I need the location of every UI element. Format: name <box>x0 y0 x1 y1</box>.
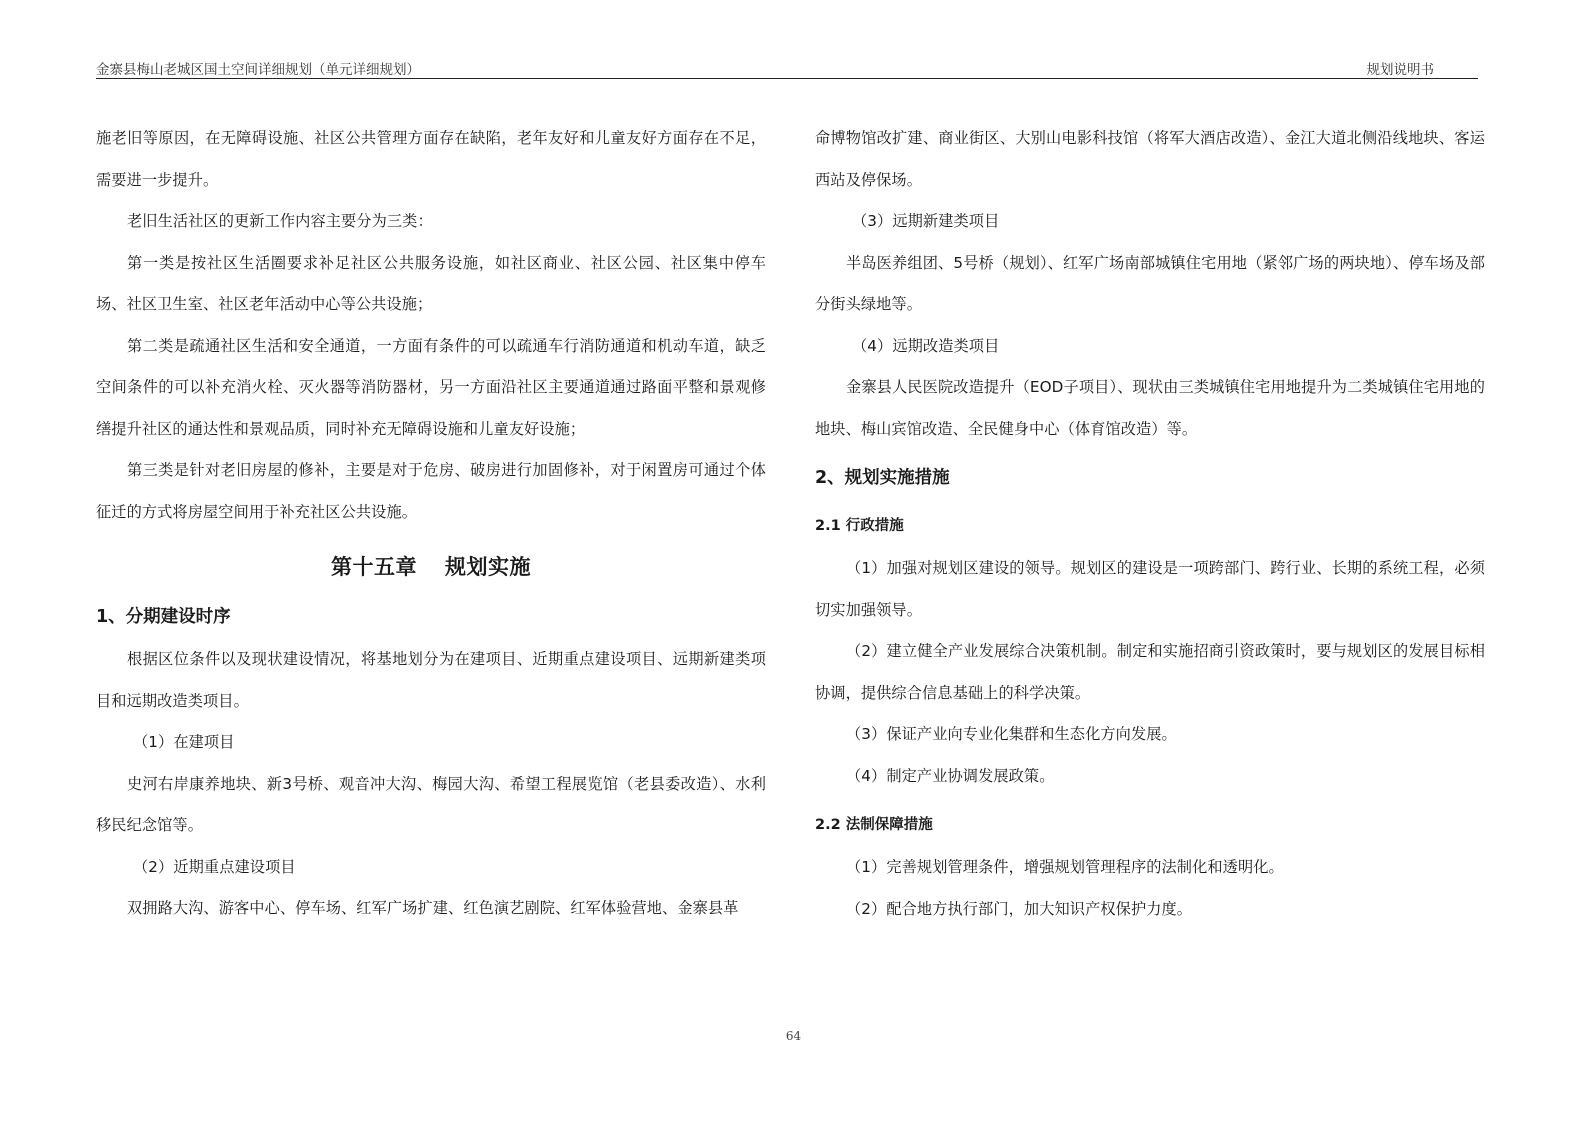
document-type: 规划说明书 <box>1366 62 1434 78</box>
paragraph: 半岛医养组团、5号桥（规划）、红军广场南部城镇住宅用地（紧邻广场的两块地）、停车场及部分街头绿地等。 <box>815 253 1485 313</box>
left-column <box>96 118 766 930</box>
paragraph: 施老旧等原因，在无障碍设施、社区公共管理方面存在缺陷，老年友好和儿童友好方面存在不足，需要进一步提升。 <box>96 129 766 189</box>
list-item-heading: （1）在建项目 <box>133 733 235 751</box>
paragraph: 老旧生活社区的更新工作内容主要分为三类： <box>127 212 433 230</box>
paragraph: 第三类是针对老旧房屋的修补，主要是对于危房、破房进行加固修补，对于闲置房可通过个体征迁的方式将房屋空间用于补充社区公共设施。 <box>96 461 766 521</box>
paragraph: 命博物馆改扩建、商业街区、大别山电影科技馆（将军大酒店改造）、金江大道北侧沿线地块、客运西站及停保场。 <box>815 129 1485 189</box>
paragraph: （4）制定产业协调发展政策。 <box>846 766 1055 785</box>
paragraph: （1）加强对规划区建设的领导。规划区的建设是一项跨部门、跨行业、长期的系统工程，必须切实加强领导。 <box>815 559 1485 619</box>
list-item-heading: （2）近期重点建设项目 <box>133 857 296 876</box>
list-item-heading: （3）远期新建类项目 <box>852 212 1000 230</box>
chapter-number: 第十五章 <box>331 555 417 579</box>
section-heading: 2、规划实施措施 <box>815 468 950 488</box>
paragraph: 第一类是按社区生活圈要求补足社区公共服务设施，如社区商业、社区公园、社区集中停车场、社区卫生室、社区老年活动中心等公共设施； <box>96 253 766 313</box>
page-header <box>96 56 1478 79</box>
paragraph: 第二类是疏通社区生活和安全通道，一方面有条件的可以疏通车行消防通道和机动车道，缺乏空间条件的可以补充消火栓、灭火器等消防器材，另一方面沿社区主要通道通过路面平整和景观修缮提升社区的通达性和景观品质，同时补充无障碍设施和儿童友好设施； <box>96 336 766 438</box>
page-number: 64 <box>785 1029 802 1043</box>
paragraph: 金寨县人民医院改造提升（EOD子项目）、现状由三类城镇住宅用地提升为二类城镇住宅用地的地块、梅山宾馆改造、全民健身中心（体育馆改造）等。 <box>815 378 1485 438</box>
list-item-heading: （4）远期改造类项目 <box>852 336 1000 355</box>
paragraph: 根据区位条件以及现状建设情况，将基地划分为在建项目、近期重点建设项目、远期新建类项目和远期改造类项目。 <box>96 650 766 710</box>
document-title: 金寨县梅山老城区国土空间详细规划（单元详细规划） <box>96 62 420 78</box>
paragraph: （2）建立健全产业发展综合决策机制。制定和实施招商引资政策时，要与规划区的发展目标相协调，提供综合信息基础上的科学决策。 <box>815 642 1485 702</box>
subsection-heading: 2.1 行政措施 <box>815 518 904 534</box>
paragraph: （1）完善规划管理条件，增强规划管理程序的法制化和透明化。 <box>846 858 1284 876</box>
subsection-heading: 2.2 法制保障措施 <box>815 817 933 833</box>
paragraph: （3）保证产业向专业化集群和生态化方向发展。 <box>846 725 1177 743</box>
section-heading: 1、分期建设时序 <box>96 607 231 627</box>
chapter-heading <box>96 547 766 587</box>
right-column <box>815 118 1485 930</box>
chapter-title: 规划实施 <box>445 555 531 579</box>
paragraph: （2）配合地方执行部门，加大知识产权保护力度。 <box>846 899 1193 918</box>
paragraph: 史河右岸康养地块、新3号桥、观音冲大沟、梅园大沟、希望工程展览馆（老县委改造）、水利移民纪念馆等。 <box>96 774 766 834</box>
paragraph: 双拥路大沟、游客中心、停车场、红军广场扩建、红色演艺剧院、红军体验营地、金寨县革 <box>127 899 739 917</box>
